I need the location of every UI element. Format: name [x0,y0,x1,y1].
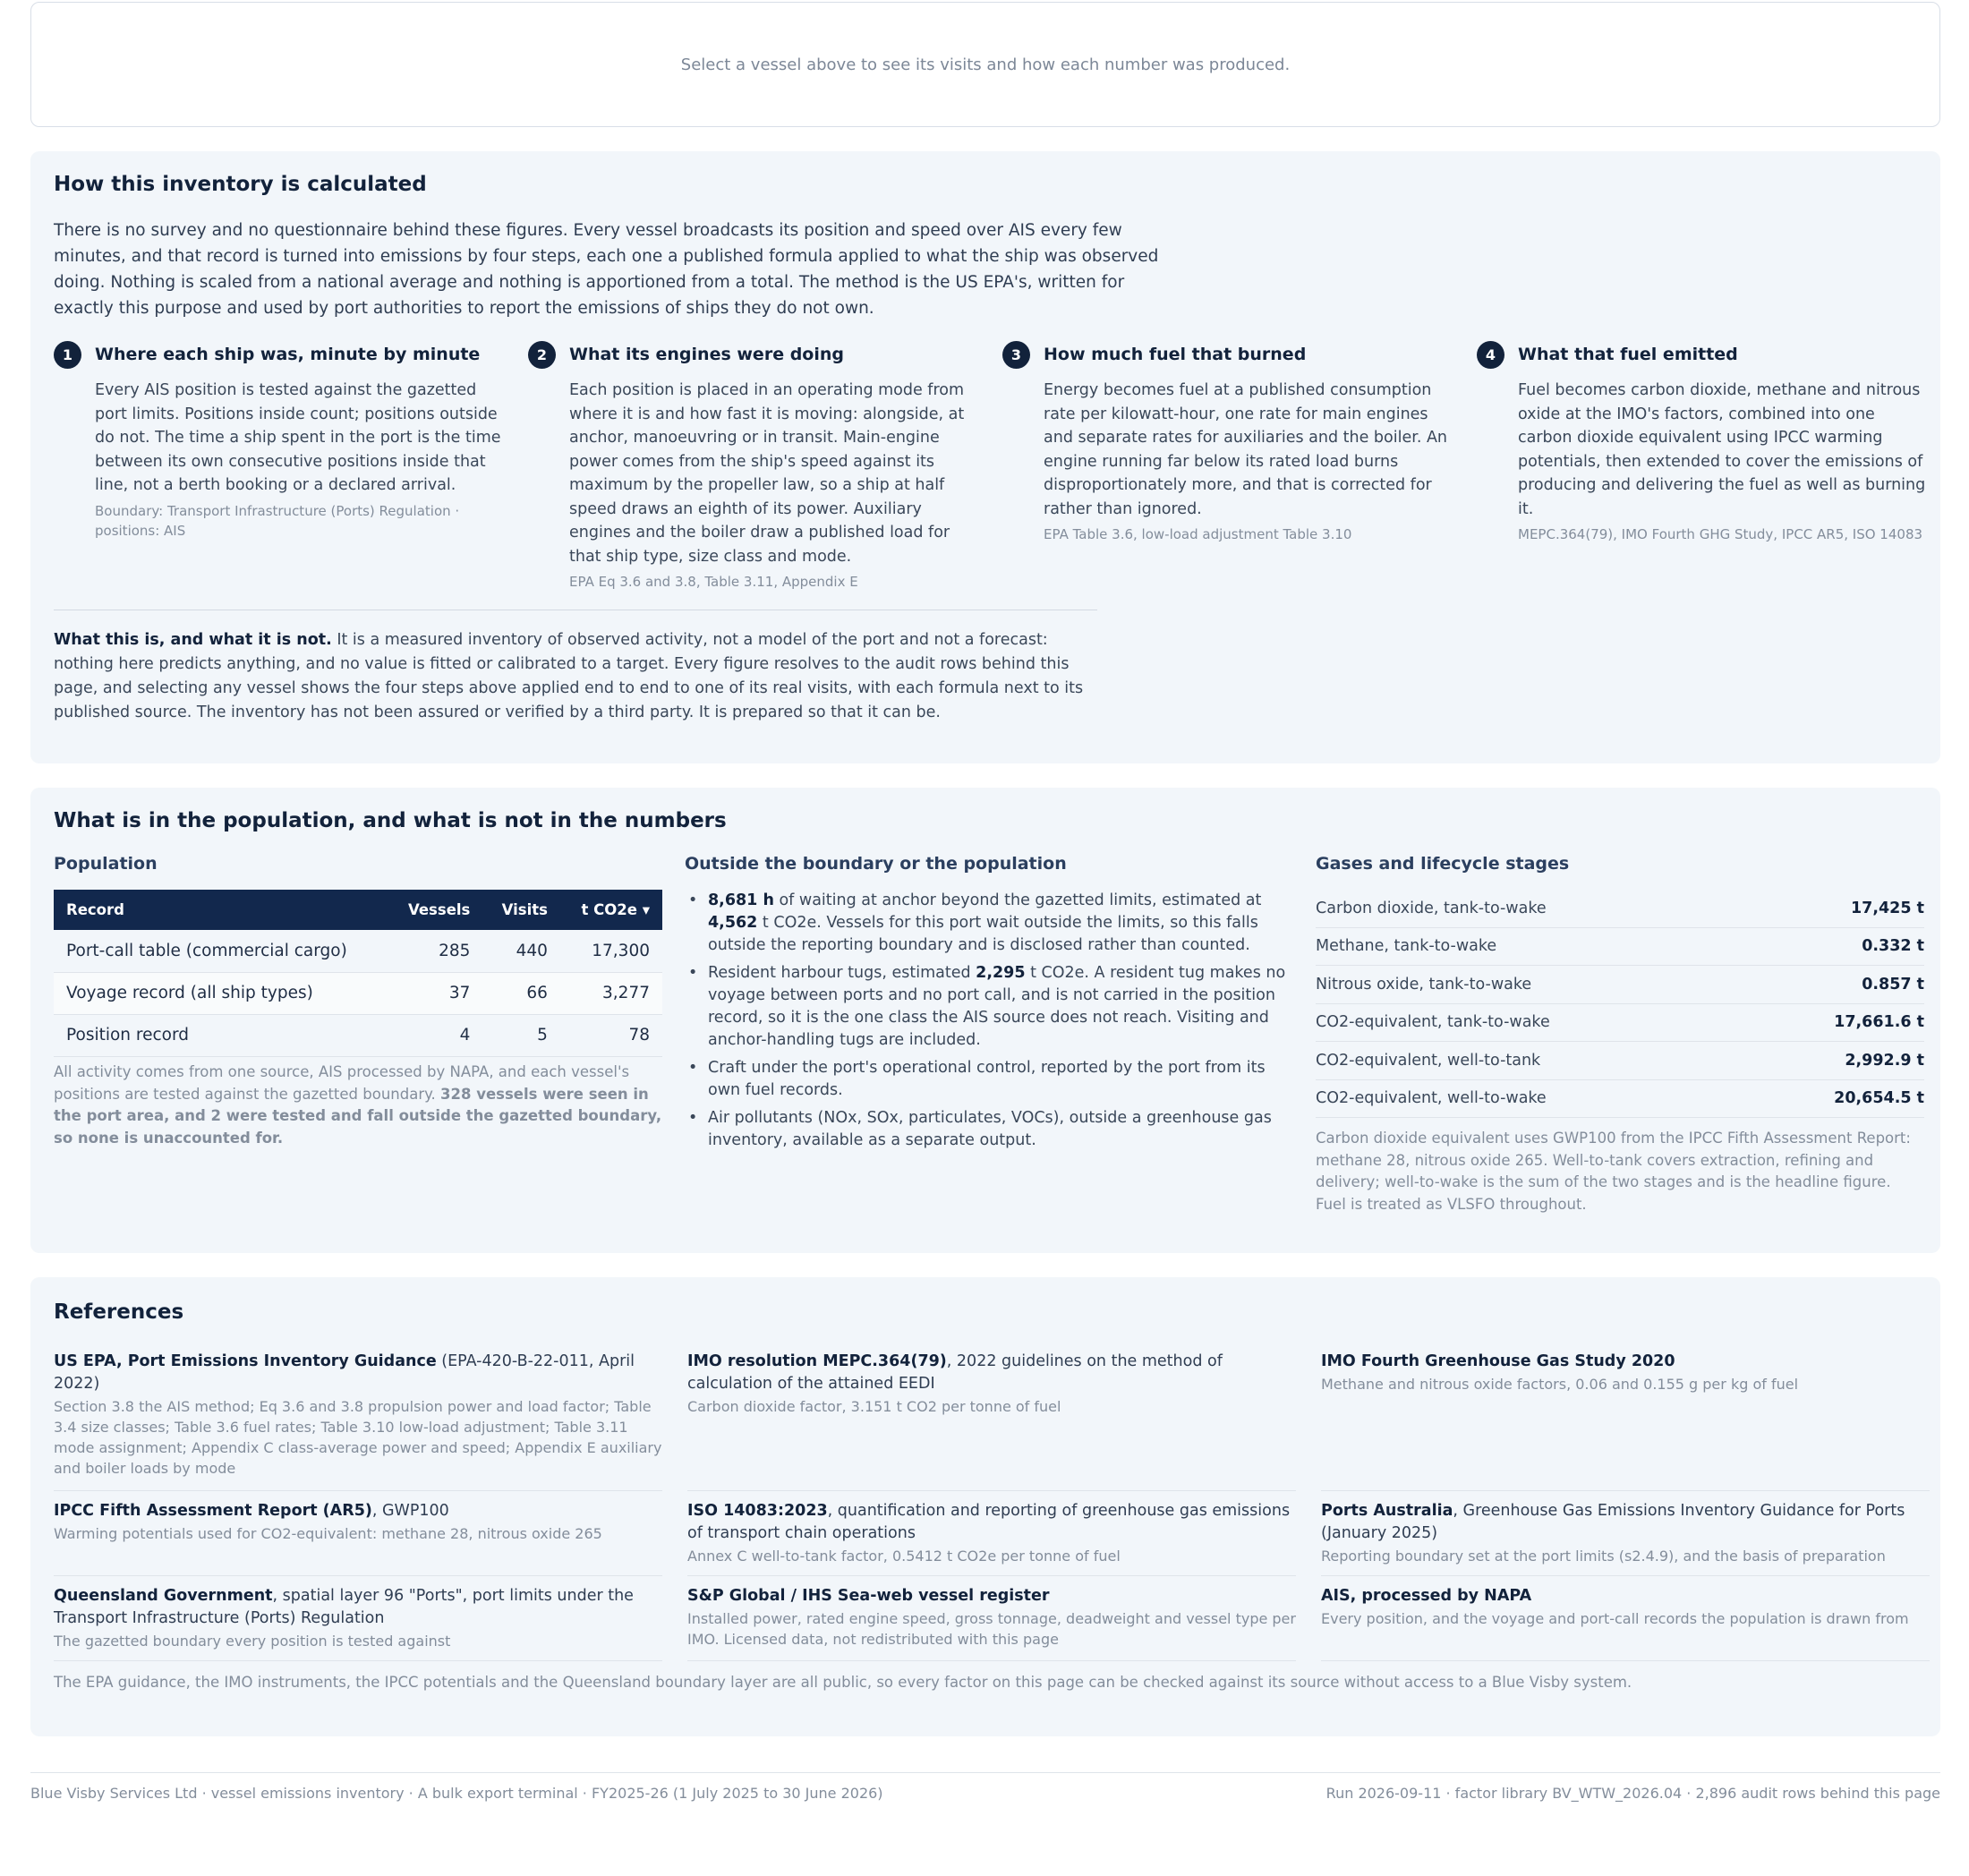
gas-row [1316,928,1924,967]
step-body [95,379,507,541]
method-title: How this inventory is calculated [54,173,427,196]
population-note-emphasis: 328 vessels were seen in the port area, and 2 were tested and fall outside the gazetted boundary, so none is unaccounted for. [54,1085,662,1147]
reference-name: IMO Fourth Greenhouse Gas Study 2020 [1321,1352,1675,1370]
step-text: Every AIS position is tested against the gazetted port limits. Positions inside count; positions outside do not. The time a ship spent in the port is the time between its own consecutive positions inside that line, not a berth booking or a declared arrival. [95,381,501,494]
cell-record: Voyage record (all ship types) [54,972,388,1014]
references-title: References [54,1300,184,1324]
reference-name: US EPA, Port Emissions Inventory Guidance [54,1352,437,1370]
method-intro: There is no survey and no questionnaire behind these figures. Every vessel broadcasts its position and speed over AIS every few minutes, and that record is turned into emissions by four steps, each one a published formula applied to what the ship was observed doing. Nothing is scaled from a national average and nothing is apportioned from a total. The method is the US EPA's, written for exactly this purpose and used by port authorities to report the emissions of ships they do not own. [54,221,1159,318]
gas-label: Nitrous oxide, tank-to-wake [1316,975,1532,993]
table-header-row [54,890,662,930]
reference-name: AIS, processed by NAPA [1321,1587,1532,1605]
footer [30,1785,1940,1802]
table-row [54,972,662,1014]
step-body [1044,379,1455,544]
outside-list [685,890,1293,1157]
cell-vessels: 37 [388,972,482,1014]
reference-name: Queensland Government [54,1587,273,1605]
vessel-selection-placeholder [30,2,1940,127]
population-table-title: Population [54,854,158,874]
text: Resident harbour tugs, estimated [708,964,976,982]
gas-label: Carbon dioxide, tank-to-wake [1316,899,1547,917]
cell-co2e: 78 [560,1014,662,1056]
reference-name: ISO 14083:2023 [687,1502,828,1520]
step-source: Boundary: Transport Infrastructure (Ports) Regulation · positions: AIS [95,502,460,539]
step-text: Fuel becomes carbon dioxide, methane and nitrous oxide at the IMO's factors, combined into one carbon dioxide equivalent using IPCC warming potentials, then extended to cover the emissions of producing and delivering the fuel as well as burning it. [1518,381,1926,518]
selection-hint: Select a vessel above to see its visits and how each number was produced. [680,55,1291,74]
reference-detail: , 2022 guidelines on the method of calculation of the attained EEDI [687,1352,1223,1393]
what-this-is-note [54,628,1110,725]
reference-item [1321,1500,1930,1566]
reference-desc: Section 3.8 the AIS method; Eq 3.6 and 3.8 propulsion power and load factor; Table 3.4 size classes; Table 3.6 fuel rates; Table 3.10 low-load adjustment; Table 3.11 mode assignment; Appendix C class-average power and speed; Appendix E auxiliary and boiler loads by mode [54,1398,662,1477]
reference-title [687,1585,1296,1607]
population-panel [30,788,1940,1253]
gases-title: Gases and lifecycle stages [1316,854,1570,874]
reference-name: S&P Global / IHS Sea-web vessel register [687,1587,1050,1605]
gases-list [1316,890,1924,1118]
gas-value: 2,992.9 t [1845,1051,1924,1070]
emphasis: 4,562 [708,914,758,932]
step-title: What its engines were doing [569,345,844,364]
text: t CO2e. A resident tug makes no voyage between ports and no port call, and is not carried in the position record, so it is the one class the AIS source does not reach. Visiting and anchor-handling tugs are included. [708,964,1286,1049]
gas-value: 17,425 t [1851,899,1924,917]
text: Craft under the port's operational control, reported by the port from its own fuel records. [708,1059,1266,1099]
emphasis: 8,681 h [708,891,774,909]
gas-label: CO2-equivalent, well-to-wake [1316,1089,1547,1108]
step-body [569,379,981,592]
reference-title [1321,1351,1930,1373]
reference-detail: , Greenhouse Gas Emissions Inventory Guidance for Ports (January 2025) [1321,1502,1905,1542]
footer-right: Run 2026-09-11 · factor library BV_WTW_2026.04 · 2,896 audit rows behind this page [1325,1785,1940,1802]
reference-item [687,1500,1296,1566]
step-number-badge: 3 [1002,341,1030,369]
reference-title [687,1500,1296,1545]
divider [687,1575,1296,1576]
outside-title: Outside the boundary or the population [685,854,1067,874]
cell-vessels: 285 [388,930,482,972]
reference-item [687,1351,1296,1417]
gas-value: 0.857 t [1862,975,1924,993]
gas-row [1316,1080,1924,1119]
population-title: What is in the population, and what is not in the numbers [54,809,727,832]
gas-label: CO2-equivalent, well-to-tank [1316,1051,1541,1070]
population-note [54,1062,662,1149]
gas-value: 0.332 t [1862,937,1924,956]
step-text: Energy becomes fuel at a published consumption rate per kilowatt-hour, one rate for main engines and separate rates for auxiliaries and the boiler. An engine running far below its rated load burns disproportionately more, and that is corrected for rather than ignored. [1044,381,1448,518]
step-number-badge: 4 [1477,341,1504,369]
outside-boundary-column [685,854,1293,1149]
step-text: Each position is placed in an operating mode from where it is and how fast it is moving: alongside, at anchor, manoeuvring or in transit. Main-engine power comes from the ship's speed against its maximum by the propeller law, so a ship at half speed draws an eighth of its power. Auxiliary engines and the boiler draw a published load for that ship type, size class and mode. [569,381,965,566]
reference-desc: Installed power, rated engine speed, gross tonnage, deadweight and vessel type per IMO. Licensed data, not redistributed with this page [687,1610,1296,1648]
step-number-badge: 1 [54,341,81,369]
method-panel [30,151,1940,763]
reference-title [54,1351,662,1395]
reference-item [1321,1585,1930,1629]
gases-note: Carbon dioxide equivalent uses GWP100 from the IPCC Fifth Assessment Report: methane 28, nitrous oxide 265. Well-to-tank covers extraction, refining and delivery; well-to-wake is the sum of the two stages and is the headline figure. Fuel is treated as VLSFO throughout. [1316,1130,1911,1213]
footer-left: Blue Visby Services Ltd · vessel emissions inventory · A bulk export terminal · FY2025-26 (1 July 2025 to 30 June 2026) [30,1785,883,1802]
references-closing-note: The EPA guidance, the IMO instruments, the IPCC potentials and the Queensland boundary layer are all public, so every factor on this page can be checked against its source without access to a Blue Visby system. [54,1674,1632,1691]
reference-title [54,1500,662,1522]
reference-name: IMO resolution MEPC.364(79) [687,1352,947,1370]
divider [54,1660,662,1661]
reference-title [54,1585,662,1630]
gases-column [1316,854,1924,1213]
gas-row [1316,966,1924,1004]
reference-item [687,1585,1296,1650]
cell-co2e: 3,277 [560,972,662,1014]
divider [54,1490,662,1491]
reference-item [1321,1351,1930,1394]
text: of waiting at anchor beyond the gazetted limits, estimated at [773,891,1262,909]
list-item [685,962,1293,1052]
reference-name: IPCC Fifth Assessment Report (AR5) [54,1502,372,1520]
reference-item [54,1351,662,1479]
reference-item [54,1585,662,1651]
column-header-record: Record [66,901,124,918]
gas-row [1316,1004,1924,1043]
reference-desc: Reporting boundary set at the port limits (s2.4.9), and the basis of preparation [1321,1548,1886,1565]
reference-desc: The gazetted boundary every position is tested against [54,1633,451,1650]
footer-divider [30,1772,1940,1773]
table-row [54,930,662,972]
divider [1321,1575,1930,1576]
reference-title [1321,1500,1930,1545]
reference-desc: Methane and nitrous oxide factors, 0.06 and 0.155 g per kg of fuel [1321,1376,1799,1393]
column-header-vessels[interactable]: Vessels [408,901,471,918]
reference-detail: , spatial layer 96 "Ports", port limits under the Transport Infrastructure (Ports) Regulation [54,1587,634,1627]
reference-detail: , GWP100 [371,1502,449,1520]
step-title: How much fuel that burned [1044,345,1307,364]
reference-name: Ports Australia [1321,1502,1453,1520]
step-title: What that fuel emitted [1518,345,1738,364]
reference-detail: (EPA-420-B-22-011, April 2022) [54,1352,635,1393]
population-table [54,890,662,1057]
cell-record: Position record [54,1014,388,1056]
step-number-badge: 2 [528,341,556,369]
list-item [685,890,1293,957]
gas-row [1316,890,1924,928]
list-item [685,1107,1293,1152]
reference-item [54,1500,662,1544]
reference-title [1321,1585,1930,1607]
divider [54,1575,662,1576]
population-note-text: All activity comes from one source, AIS processed by NAPA, and each vessel's positions are tested against the gazetted boundary. [54,1063,630,1103]
reference-desc: Annex C well-to-tank factor, 0.5412 t CO2e per tonne of fuel [687,1548,1121,1565]
what-this-is-body: It is a measured inventory of observed activity, not a model of the port and not a forecast: nothing here predicts anything, and no value is fitted or calibrated to a target. Every figure resolves to the audit rows behind this page, and selecting any vessel shows the four steps above applied end to end to one of its real visits, with each formula next to its published source. The inventory has not been assured or verified by a third party. It is prepared so that it can be. [54,631,1084,721]
gas-value: 20,654.5 t [1834,1089,1924,1108]
step-source: EPA Table 3.6, low-load adjustment Table 3.10 [1044,526,1352,542]
emphasis: 2,295 [976,964,1026,982]
reference-desc: Warming potentials used for CO2-equivalent: methane 28, nitrous oxide 265 [54,1525,602,1542]
divider [687,1660,1296,1661]
what-this-is-lead: What this is, and what it is not. [54,631,332,649]
text: t CO2e. Vessels for this port wait outside the limits, so this falls outside the reporting boundary and is disclosed rather than counted. [708,914,1258,954]
cell-visits: 440 [482,930,560,972]
gas-value: 17,661.6 t [1834,1013,1924,1032]
reference-desc: Carbon dioxide factor, 3.151 t CO2 per tonne of fuel [687,1398,1061,1415]
reference-detail: , quantification and reporting of greenhouse gas emissions of transport chain operations [687,1502,1291,1542]
list-item [685,1057,1293,1102]
step-source: MEPC.364(79), IMO Fourth GHG Study, IPCC AR5, ISO 14083 [1518,526,1923,542]
cell-visits: 5 [482,1014,560,1056]
step-source: EPA Eq 3.6 and 3.8, Table 3.11, Appendix E [569,574,858,590]
divider [1321,1660,1930,1661]
gas-row [1316,1042,1924,1080]
population-column [54,854,662,1147]
reference-desc: Every position, and the voyage and port-call records the population is drawn from [1321,1610,1909,1627]
cell-vessels: 4 [388,1014,482,1056]
reference-title [687,1351,1296,1395]
text: Air pollutants (NOx, SOx, particulates, VOCs), outside a greenhouse gas inventory, available as a separate output. [708,1109,1272,1149]
cell-co2e: 17,300 [560,930,662,972]
step-body [1518,379,1930,544]
divider [687,1490,1296,1491]
cell-record: Port-call table (commercial cargo) [54,930,388,972]
references-panel [30,1277,1940,1736]
gas-label: CO2-equivalent, tank-to-wake [1316,1013,1550,1032]
column-header-co2e-sort[interactable]: t CO2e ▾ [581,901,650,918]
divider [1321,1490,1930,1491]
gas-label: Methane, tank-to-wake [1316,937,1497,956]
column-header-visits[interactable]: Visits [501,901,548,918]
step-title: Where each ship was, minute by minute [95,345,481,364]
table-row [54,1014,662,1056]
cell-visits: 66 [482,972,560,1014]
